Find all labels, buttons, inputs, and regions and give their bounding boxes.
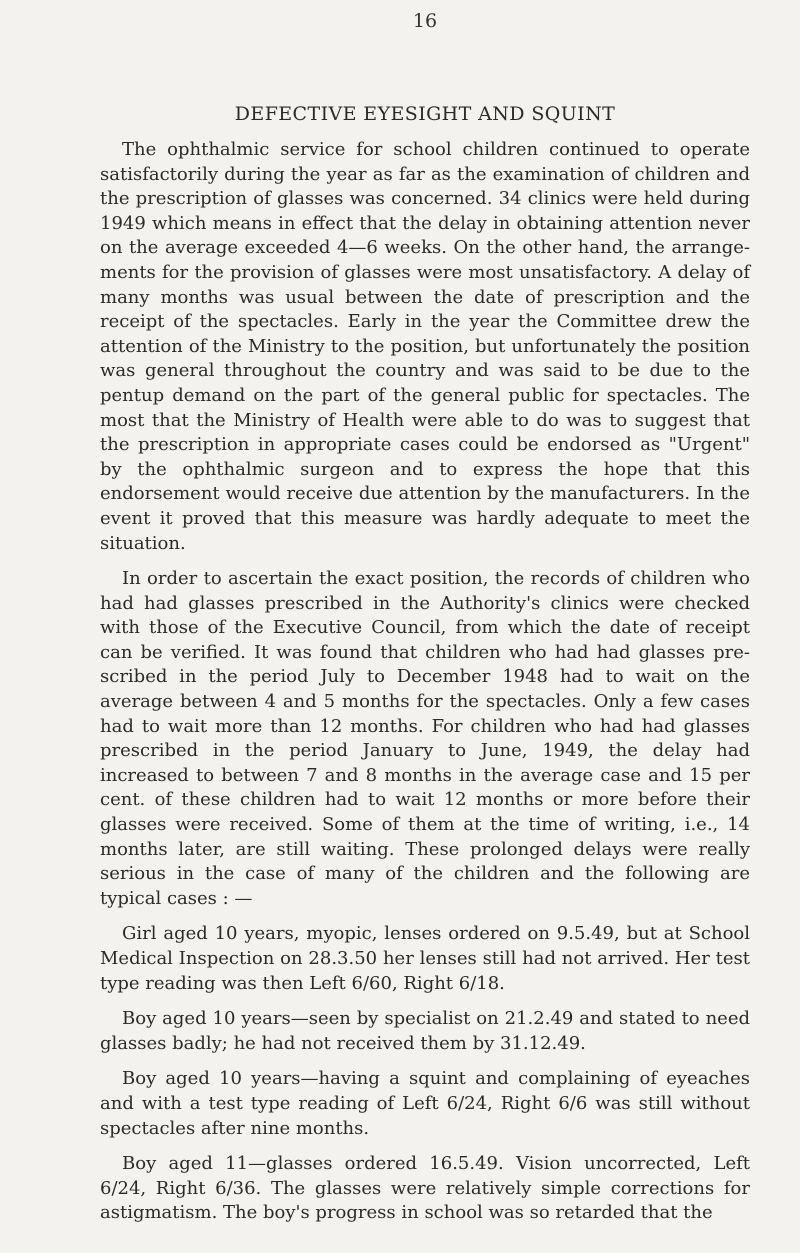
case-boy-aged-10-specialist: Boy aged 10 years—seen by specialist on 21.2.49 and stated to need glasses badly; he had not received them by 31.12.49. — [100, 1008, 750, 1054]
section-heading: DEFECTIVE EYESIGHT AND SQUINT — [234, 103, 616, 125]
case-girl-aged-10: Girl aged 10 years, myopic, lenses ordered on 9.5.49, but at School Medical Inspection on 28.3.50 her lenses still had not arrived. Her test type reading was then Left 6/60, Right 6/18. — [100, 923, 750, 994]
case-boy-aged-11: Boy aged 11—glasses ordered 16.5.49. Vision uncorrected, Left 6/24, Right 6/36. The glasses were relatively simple corrections for astigmatism. The boy's progress in school was so retarded that the — [100, 1153, 750, 1224]
page-number: 16 — [412, 10, 438, 32]
body-text — [100, 138, 750, 1237]
paragraph-ophthalmic-service: The ophthalmic service for school children continued to operate satisfactorily during the year as far as the examination of children and the prescription of glasses was concerned. 34 clinics were held during 1949 which means in effect that the delay in obtaining attention never on the average exceeded 4—6 weeks. On the other hand, the arrangements for the provision of glasses were most unsatisfactory. A delay of many months was usual between the date of prescription and the receipt of the spectacles. Early in the year the Committee drew the attention of the Ministry to the position, but unfortunately the position was general throughout the country and was said to be due to the pentup demand on the part of the general public for spectacles. The most that the Ministry of Health were able to do was to suggest that the prescription in appropriate cases could be endorsed as "Urgent" by the ophthalmic surgeon and to express the hope that this endorsement would receive due attention by the manufacturers. In the event it proved that this measure was hardly adequate to meet the situation. — [100, 139, 750, 554]
paragraph-records-check: In order to ascertain the exact position, the records of children who had had glasses prescribed in the Authority's clinics were checked with those of the Executive Council, from which the date of receipt can be verified. It was found that children who had had glasses prescribed in the period July to December 1948 had to wait on the average between 4 and 5 months for the spectacles. Only a few cases had to wait more than 12 months. For children who had had glasses prescribed in the period January to June, 1949, the delay had increased to between 7 and 8 months in the average case and 15 per cent. of these children had to wait 12 months or more before their glasses were received. Some of them at the time of writing, i.e., 14 months later, are still waiting. These prolonged delays were really serious in the case of many of the children and the following are typical cases : — — [100, 568, 750, 909]
case-boy-aged-10-squint: Boy aged 10 years—having a squint and complaining of eyeaches and with a test type reading of Left 6/24, Right 6/6 was still without spectacles after nine months. — [100, 1068, 750, 1139]
